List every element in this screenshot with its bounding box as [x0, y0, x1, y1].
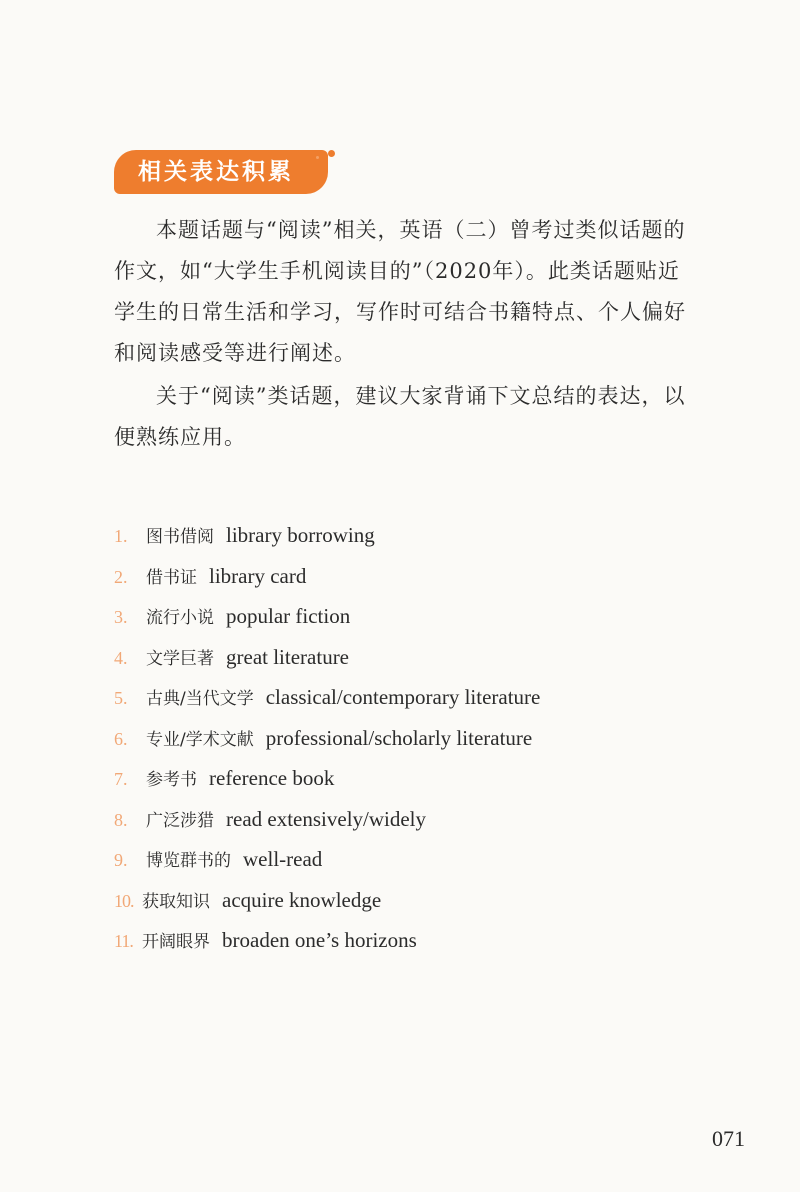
item-number: 9.: [114, 850, 128, 870]
vocab-item: [114, 723, 714, 764]
item-number: 5.: [114, 688, 128, 708]
chinese-term: 博览群书的: [146, 851, 231, 871]
item-number: 10.: [114, 890, 134, 911]
english-term: acquire knowledge: [222, 887, 382, 912]
chinese-term: 专业/学术文献: [146, 729, 254, 750]
english-term: broaden one’s horizons: [222, 928, 417, 952]
english-term: library card: [209, 563, 307, 588]
banner-sparkle-dot: [328, 150, 335, 157]
chinese-term: 图书借阅: [146, 527, 214, 547]
vocab-item: [114, 804, 714, 845]
item-number: 8.: [114, 809, 128, 830]
banner-sparkle-dot-small: [316, 156, 319, 159]
english-term: popular fiction: [226, 604, 351, 628]
chinese-term: 借书证: [146, 567, 197, 588]
chinese-term: 参考书: [146, 770, 197, 790]
vocabulary-list: [114, 520, 714, 966]
vocab-item: [114, 561, 714, 602]
english-term: classical/contemporary literature: [265, 685, 541, 709]
vocab-item: [114, 844, 714, 885]
vocab-item: [114, 642, 714, 683]
chinese-term: 古典/当代文学: [146, 689, 254, 709]
section-title: 相关表达积累: [138, 158, 294, 185]
advice-paragraph: 关于“阅读”类话题，建议大家背诵下文总结的表达，以便熟练应用。: [114, 384, 686, 449]
item-number: 4.: [114, 647, 128, 668]
chinese-term: 文学巨著: [146, 648, 214, 669]
item-number: 3.: [114, 607, 128, 627]
item-number: 1.: [114, 526, 128, 546]
english-term: great literature: [226, 644, 350, 669]
vocab-item: [114, 885, 714, 926]
page-number: 071: [712, 1126, 745, 1151]
chinese-term: 开阔眼界: [142, 932, 210, 952]
vocab-item: [114, 520, 714, 561]
vocab-item: [114, 763, 714, 804]
chinese-term: 获取知识: [142, 891, 210, 912]
chinese-term: 广泛涉猎: [146, 810, 214, 831]
vocab-item: [114, 682, 714, 723]
item-number: 7.: [114, 769, 128, 789]
intro-paragraph: 本题话题与“阅读”相关，英语（二）曾考过类似话题的作文，如“大学生手机阅读目的”（2020年）。此类话题贴近学生的日常生活和学习，写作时可结合书籍特点、个人偏好和阅读感受等进行阐述。: [114, 218, 686, 365]
english-term: read extensively/widely: [226, 806, 427, 831]
english-term: well-read: [243, 847, 323, 871]
english-term: reference book: [209, 766, 335, 790]
vocab-item: [114, 601, 714, 642]
vocab-item: [114, 925, 714, 966]
chinese-term: 流行小说: [146, 608, 214, 628]
item-number: 11.: [114, 931, 133, 951]
english-term: professional/scholarly literature: [265, 725, 533, 750]
item-number: 6.: [114, 728, 128, 749]
item-number: 2.: [114, 566, 128, 587]
english-term: library borrowing: [226, 523, 375, 547]
